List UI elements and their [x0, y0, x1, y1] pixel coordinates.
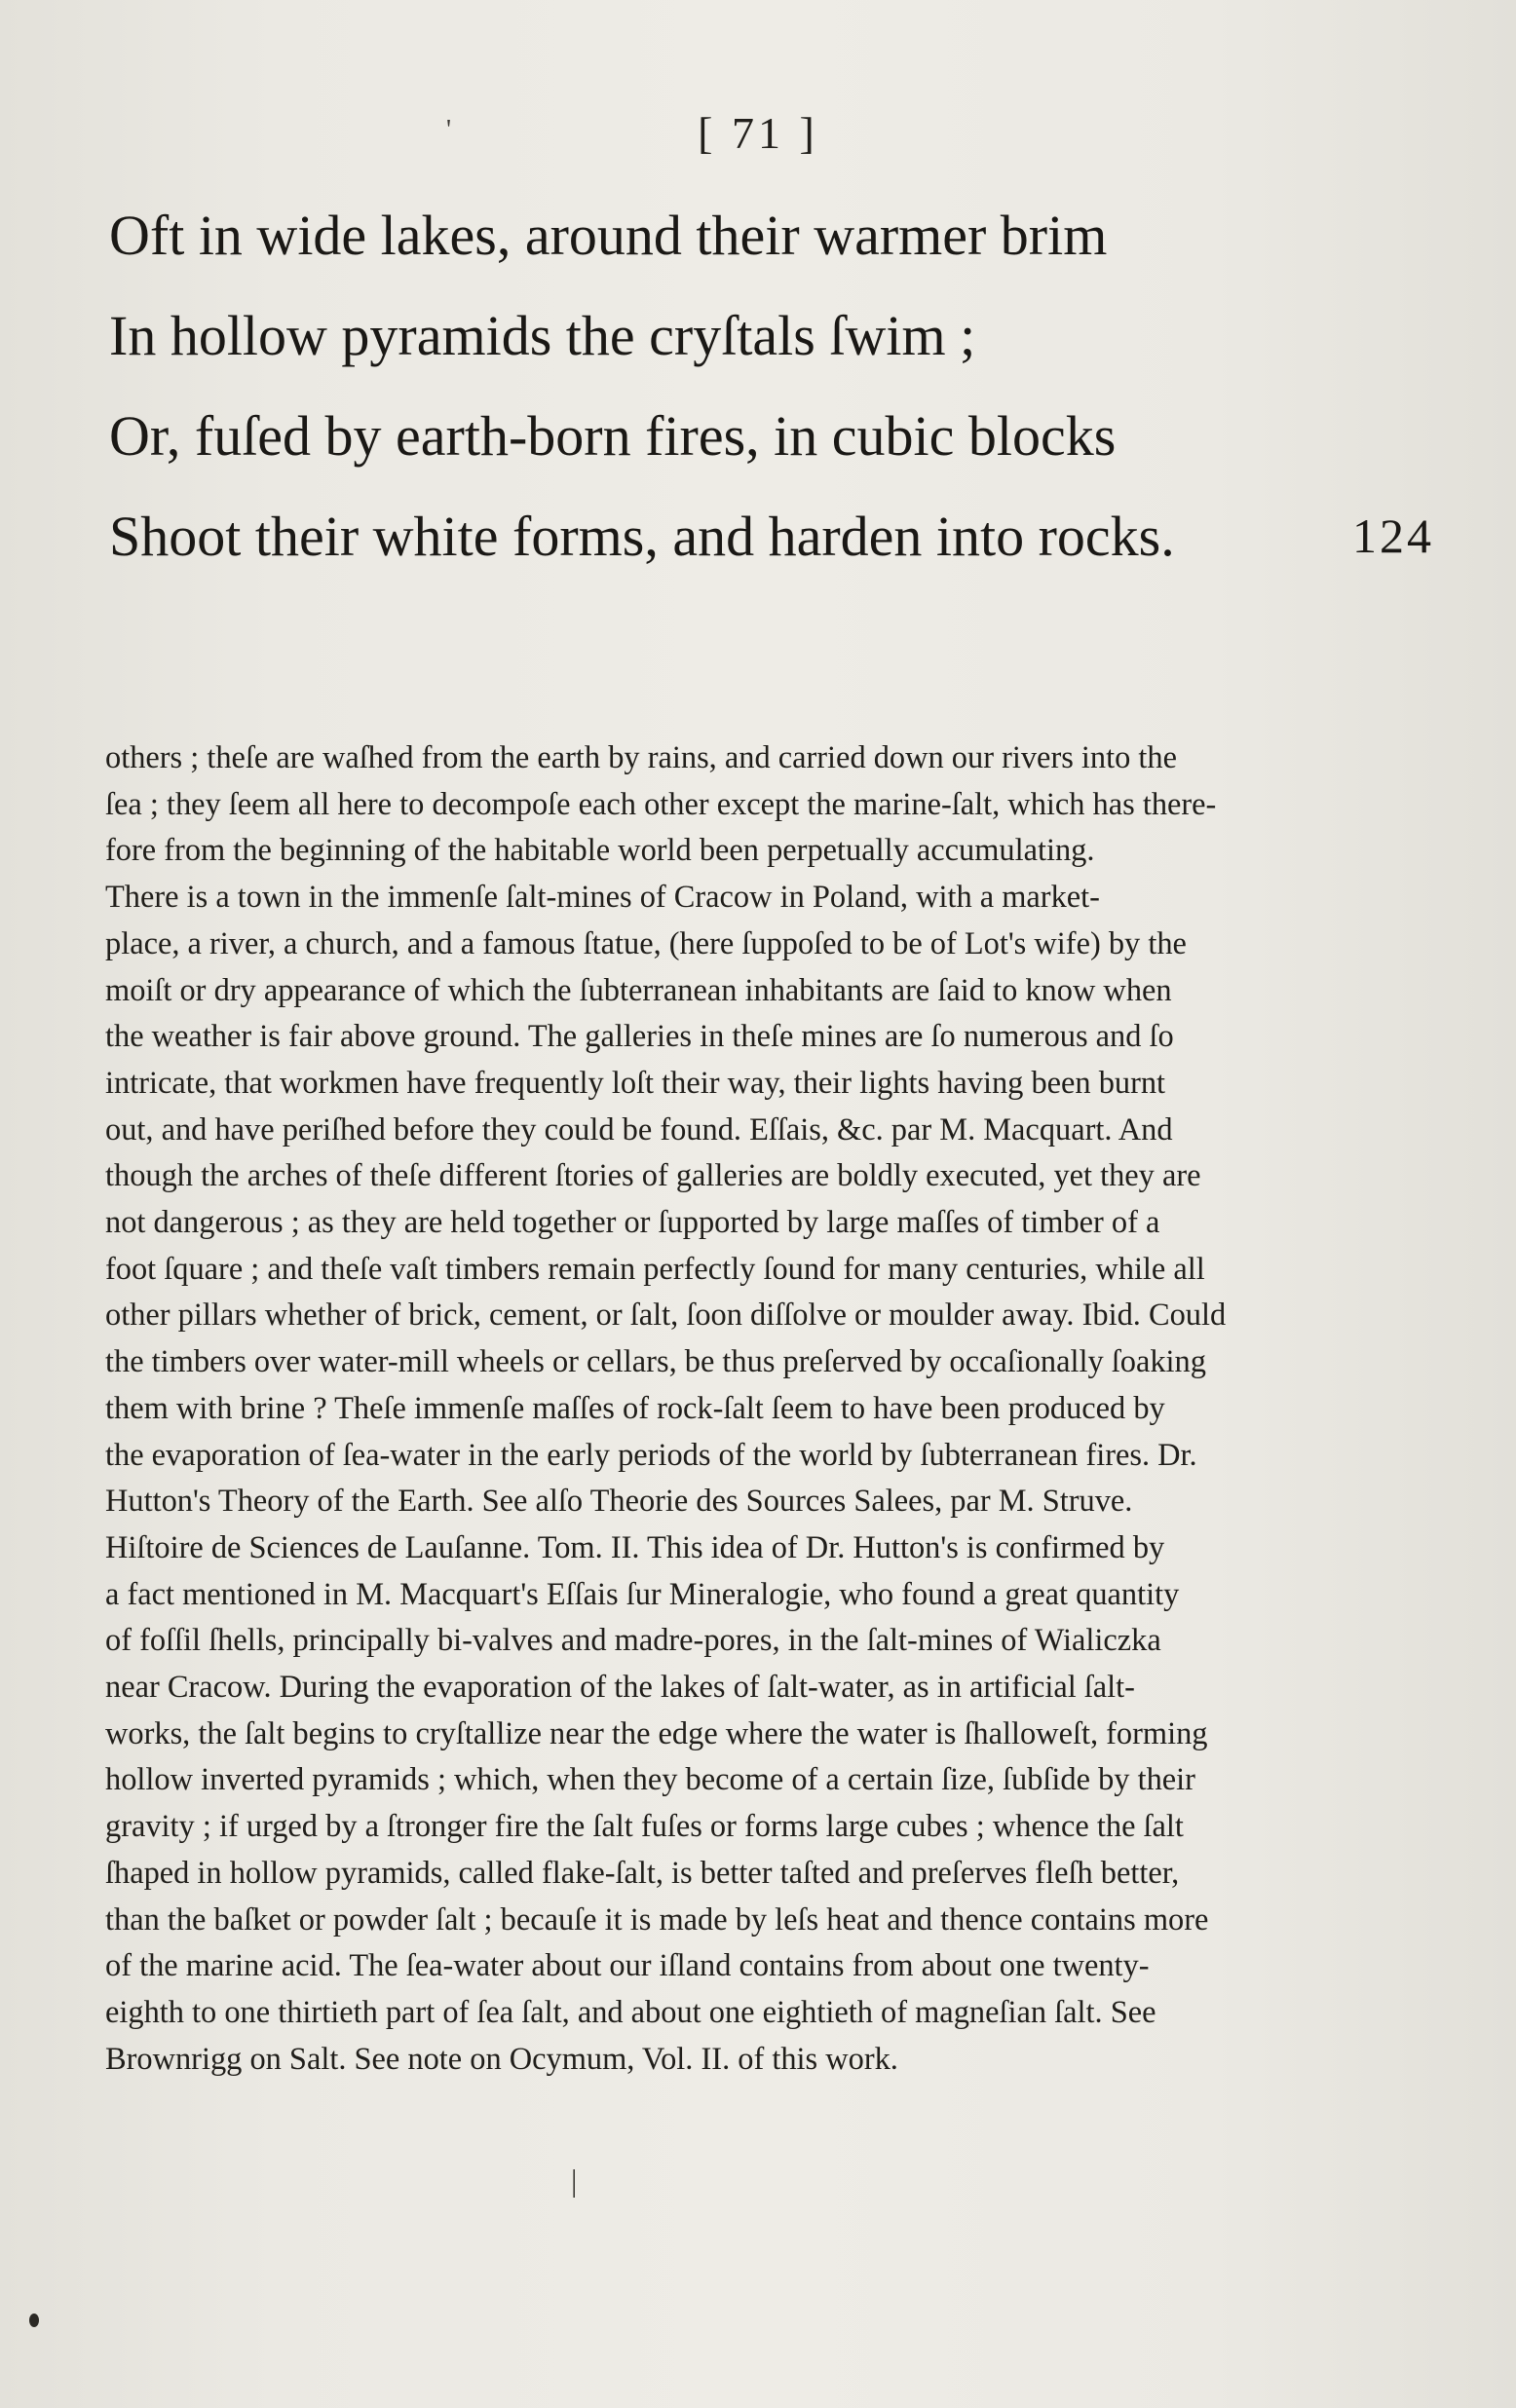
- verse-line: Oft in wide lakes, around their warmer brim: [109, 204, 1108, 267]
- verse-line: Or, fuſed by earth-born fires, in cubic blocks: [109, 404, 1117, 468]
- verse-line: In hollow pyramids the cryſtals ſwim ;: [109, 304, 976, 367]
- line-number: 124: [1352, 508, 1434, 563]
- note-paragraph: There is a town in the immenſe ſalt-mines of Cracow in Poland, with a market- place, a river, a church, and a famous ſtatue, (here ſuppoſed to be of Lot's wife) by the moiſt or dry appearance of which the ſubterranean inhabitants are ſaid to know when the weather is fair above ground. The galleries in theſe mines are ſo numerous and ſo intricate, that workmen have frequently loſt their way, their lights having been burnt out, and have periſhed before they could be found. Eſſais, &c. par M. Macquart. And though the arches of theſe different ſtories of galleries are boldly executed, yet they are not dangerous ; as they are held together or ſupported by large maſſes of timber of a foot ſquare ; and theſe vaſt timbers remain perfectly ſound for many centuries, while all other pillars whether of brick, cement, or ſalt, ſoon diſſolve or moulder away. Ibid. Could the timbers over water-mill wheels or cellars, be thus preſerved by occaſionally ſoaking them with brine ? Theſe immenſe maſſes of rock-ſalt ſeem to have been produced by the evaporation of ſea-water in the early periods of the world by ſubterranean fires. Dr. Hutton's Theory of the Earth. See alſo Theorie des Sources Salees, par M. Struve. Hiſtoire de Sciences de Lauſanne. Tom. II. This idea of Dr. Hutton's is confirmed by a fact mentioned in M. Macquart's Eſſais ſur Mineralogie, who found a great quantity of foſſil ſhells, principally bi-valves and madre-pores, in the ſalt-mines of Wialiczka near Cracow. During the evaporation of the lakes of ſalt-water, as in artificial ſalt- works, the ſalt begins to cryſtallize near the edge where the water is ſhalloweſt, forming hollow inverted pyramids ; which, when they become of a certain ſize, ſubſide by their gravity ; if urged by a ſtronger fire the ſalt fuſes or forms large cubes ; whence the ſalt ſhaped in hollow pyramids, called flake-ſalt, is better taſted and preſerves fleſh better, than the baſket or powder ſalt ; becauſe it is made by leſs heat and thence contains more of the marine acid. The ſea-water about our iſland contains from about one twenty- eighth to one thirtieth part of ſea ſalt, and about one eightieth of magneſian ſalt. See Brownrigg on Salt. See note on Ocymum, Vol. II. of this work.: [105, 880, 1227, 2077]
- page-number: [ 71 ]: [698, 108, 818, 158]
- poem-stanza: [109, 185, 1434, 586]
- verse-text: Shoot their white forms, and harden into rocks.: [109, 505, 1175, 568]
- footnote-block: [105, 735, 1424, 2083]
- ink-mark: |: [571, 2163, 578, 2198]
- ink-mark: ': [446, 115, 452, 145]
- note-paragraph: others ; theſe are waſhed from the earth by rains, and carried down our rivers into the ſea ; they ſeem all here to decompoſe each other except the marine-ſalt, which has there- fore from the beginning of the habitable world been perpetually accumulating.: [105, 740, 1217, 869]
- ink-dot: [29, 2314, 39, 2327]
- verse-line-with-number: [109, 486, 1434, 586]
